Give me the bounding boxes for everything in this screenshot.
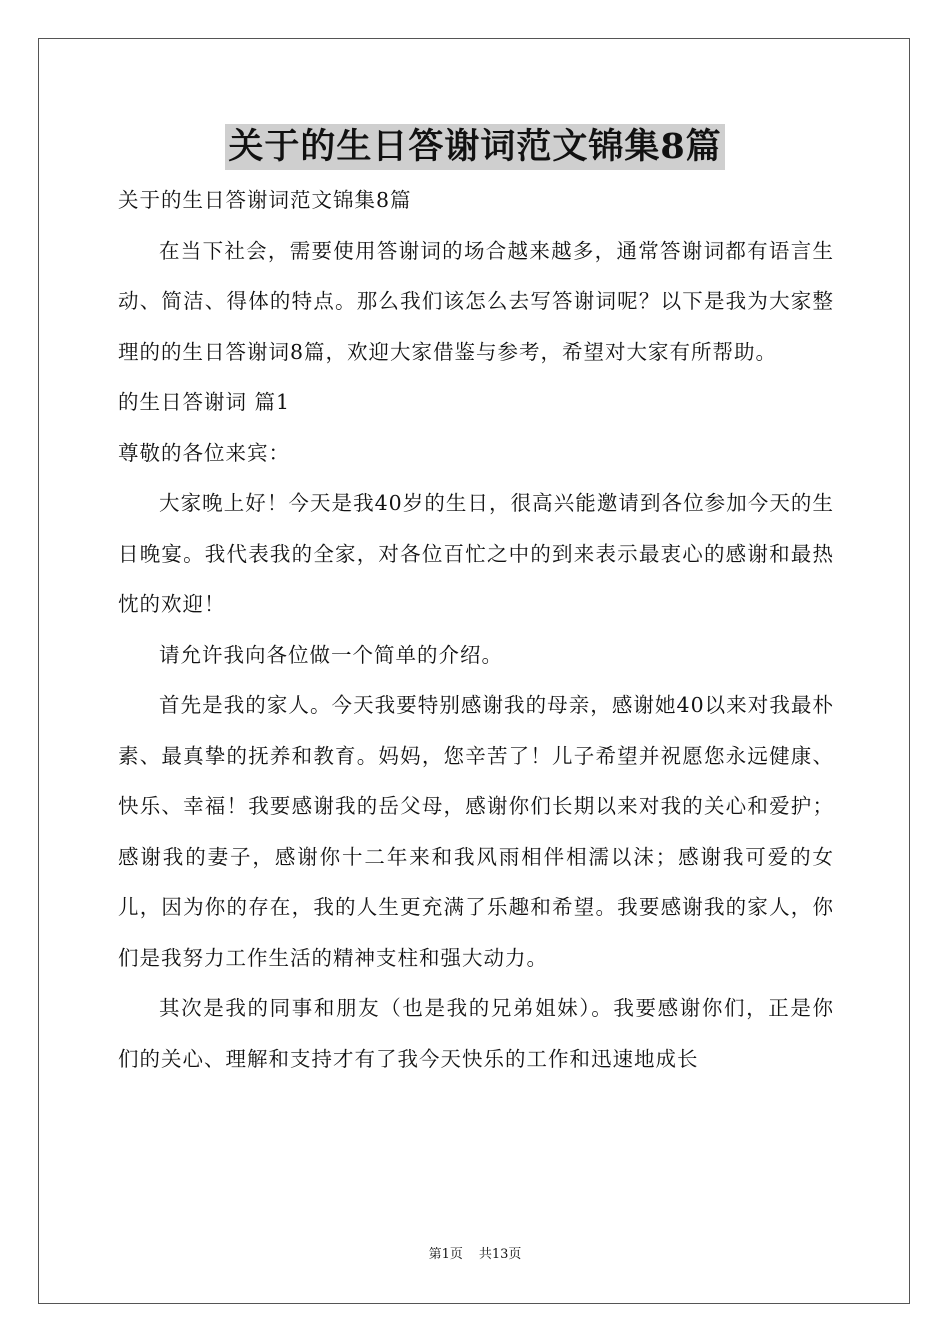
document-title: 关于的生日答谢词范文锦集8篇 — [225, 124, 724, 170]
document-body — [118, 175, 834, 1084]
page-number: 第1页 — [428, 1247, 463, 1262]
greeting-paragraph: 大家晚上好！今天是我40岁的生日，很高兴能邀请到各位参加今天的生日晚宴。我代表我的全家，对各位百忙之中的到来表示最衷心的感谢和最热忱的欢迎！ — [118, 491, 834, 616]
salutation-paragraph: 尊敬的各位来宾： — [118, 440, 290, 465]
section-heading: 的生日答谢词 篇1 — [118, 390, 291, 414]
family-paragraph: 首先是我的家人。今天我要特别感谢我的母亲，感谢她40以来对我最朴素、最真挚的抚养和教育。妈妈，您辛苦了！儿子希望并祝愿您永远健康、快乐、幸福！我要感谢我的岳父母，感谢你们长期以来对我的关心和爱护；感谢我的妻子，感谢你十二年来和我风雨相伴相濡以沫；感谢我可爱的女儿，因为你的存在，我的人生更充满了乐趣和希望。我要感谢我的家人，你们是我努力工作生活的精神支柱和强大动力。 — [118, 693, 834, 970]
subtitle-paragraph: 关于的生日答谢词范文锦集8篇 — [118, 188, 412, 212]
page-footer — [0, 1246, 950, 1264]
page-total: 共13页 — [478, 1247, 522, 1262]
friends-paragraph: 其次是我的同事和朋友（也是我的兄弟姐妹）。我要感谢你们，正是你们的关心、理解和支持才有了我今天快乐的工作和迅速地成长 — [118, 996, 834, 1071]
title-block — [0, 124, 950, 170]
intro-paragraph: 在当下社会，需要使用答谢词的场合越来越多，通常答谢词都有语言生动、简洁、得体的特点。那么我们该怎么去写答谢词呢？以下是我为大家整理的的生日答谢词8篇，欢迎大家借鉴与参考，希望对大家有所帮助。 — [118, 238, 834, 364]
introduction-paragraph: 请允许我向各位做一个简单的介绍。 — [159, 642, 503, 667]
